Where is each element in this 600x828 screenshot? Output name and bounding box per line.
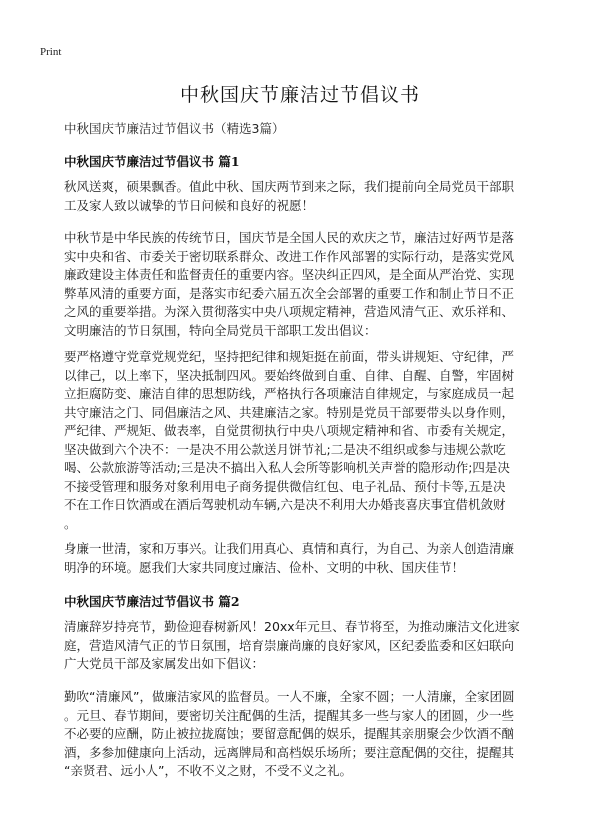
paragraph — [64, 348, 548, 533]
text-line: 立拒腐防变、廉洁自律的思想防线，严格执行各项廉洁自律规定，与家庭成员一起 — [64, 386, 515, 401]
text-line: 清廉辞岁持亮节，勤俭迎春树新风！20xx年元旦、春节将至，为推动廉洁文化进家 — [64, 619, 520, 634]
text-line: 之风的重要举措。为深入贯彻落实中央八项规定精神，营造风清气正、欢乐祥和、 — [64, 304, 515, 319]
text-line: 不在工作日饮酒或在酒后驾驶机动车辆,六是决不利用大办婚丧喜庆事宜借机敛财 — [64, 497, 506, 512]
text-line: 中秋节是中华民族的传统节日，国庆节是全国人民的欢庆之节，廉洁过好两节是落 — [64, 230, 515, 245]
text-line: 要严格遵守党章党规党纪，坚持把纪律和规矩挺在前面，带头讲规矩、守纪律，严 — [64, 349, 515, 364]
document-subtitle: 中秋国庆节廉洁过节倡议书（精选3篇） — [64, 121, 285, 136]
paragraph — [64, 229, 548, 340]
section-heading: 中秋国庆节廉洁过节倡议书 篇1 — [64, 154, 240, 169]
text-line: 不接受管理和服务对象利用电子商务提供微信红包、电子礼品、预付卡等,五是决 — [64, 478, 506, 494]
text-line: 文明廉洁的节日氛围，特向全局党员干部职工发出倡议： — [64, 322, 377, 338]
text-line: 弊革风清的重要方面，是落实市纪委六届五次全会部署的重要工作和制止节日不正 — [64, 285, 515, 301]
text-line: 坚决做到六个决不：一是决不用公款送月饼节礼;二是决不组织或参与违规公款吃 — [64, 441, 506, 457]
paragraph — [64, 688, 548, 781]
text-line: 工及家人致以诚挚的节日问候和良好的祝愿！ — [64, 197, 315, 213]
text-line: 身廉一世清，家和万事兴。让我们用真心、真情和真行，为自己、为亲人创造清廉 — [64, 541, 515, 556]
text-line: 喝、公款旅游等活动;三是决不搞出入私人会所等影响机关声誉的隐形动作;四是决 — [64, 460, 510, 475]
paragraph — [64, 178, 548, 215]
text-line: 。元旦、春节期间，要密切关注配偶的生活，提醒其多一些与家人的团圆，少一些 — [64, 707, 515, 723]
text-line: 以律己，以上率下，坚决抵制四风。要始终做到自重、自律、自醒、自警，牢固树 — [64, 367, 515, 383]
paragraph — [64, 618, 548, 674]
text-line: 共守廉洁之门、同倡廉洁之风、共建廉洁之家。特别是党员干部要带头以身作则， — [64, 404, 515, 420]
paragraph — [64, 540, 548, 577]
text-line: 不必要的应酬，防止被拉拢腐蚀；要留意配偶的娱乐，提醒其亲朋聚会少饮酒不酗 — [64, 726, 515, 741]
text-line: 严纪律、严规矩、做表率，自觉贯彻执行中央八项规定精神和省、市委有关规定， — [64, 423, 515, 438]
text-line: 酒，多参加健康向上活动，远离牌局和高档娱乐场所；要注意配偶的交往，提醒其 — [64, 744, 515, 760]
text-line: 秋风送爽，硕果飘香。值此中秋、国庆两节到来之际，我们提前向全局党员干部职 — [64, 179, 515, 194]
text-line: “亲贤君、远小人”，不收不义之财，不受不义之礼。 — [64, 763, 352, 778]
section-heading: 中秋国庆节廉洁过节倡议书 篇2 — [64, 594, 240, 609]
text-line: 。 — [64, 515, 77, 531]
print-label: Print — [40, 46, 62, 58]
text-line: 廉政建设主体责任和监督责任的重要内容。坚决纠正四风，是全面从严治党、实现 — [64, 267, 515, 282]
text-line: 广大党员干部及家属发出如下倡议： — [64, 656, 265, 671]
text-line: 勤吹“清廉风”，做廉洁家风的监督员。一人不廉，全家不圆；一人清廉，全家团圆 — [64, 689, 515, 704]
document-title: 中秋国庆节廉洁过节倡议书 — [179, 84, 420, 106]
text-line: 明净的环境。愿我们大家共同度过廉洁、俭朴、文明的中秋、国庆佳节！ — [64, 559, 465, 575]
text-line: 庭，营造风清气正的节日氛围，培育崇廉尚廉的良好家风，区纪委监委和区妇联向 — [64, 637, 515, 653]
text-line: 实中央和省、市委关于密切联系群众、改进工作作风部署的实际行动，是落实党风 — [64, 248, 515, 264]
